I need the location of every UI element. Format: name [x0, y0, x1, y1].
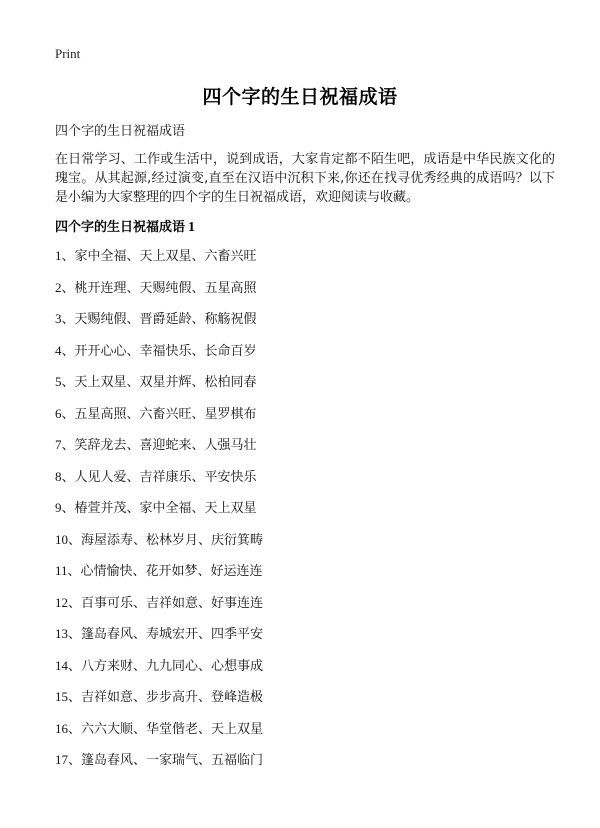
list-item-text: 海屋添寿、松林岁月、庆衍箕畴 — [81, 532, 264, 548]
list-item-text: 百事可乐、吉祥如意、好事连连 — [81, 595, 264, 611]
list-item-text: 篷岛春风、一家瑞气、五福临门 — [81, 753, 264, 768]
list-item-number: 2、 — [55, 279, 75, 295]
list-item — [55, 435, 263, 467]
list-item — [55, 593, 263, 625]
list-item-text: 笑辞龙去、喜迎蛇来、人强马壮 — [74, 438, 257, 453]
list-item — [55, 719, 263, 751]
list-item-number: 17、 — [55, 752, 82, 767]
list-item — [55, 309, 263, 341]
list-item — [55, 656, 263, 688]
list-item — [55, 498, 263, 530]
list-item-number: 4、 — [55, 342, 75, 358]
list-item — [55, 246, 263, 278]
list-item-text: 家中全福、天上双星、六畜兴旺 — [74, 249, 257, 264]
list-item — [55, 467, 263, 499]
idiom-list — [55, 246, 263, 782]
list-item — [55, 561, 263, 593]
list-item-number: 7、 — [55, 437, 75, 452]
section-heading-number: 1 — [188, 220, 196, 235]
list-item — [55, 404, 263, 436]
list-item-text: 椿萱并茂、家中全福、天上双星 — [74, 501, 257, 516]
list-item-number: 8、 — [55, 468, 75, 484]
list-item-text: 篷岛春风、寿城宏开、四季平安 — [81, 627, 264, 642]
list-item — [55, 278, 263, 310]
list-item-number: 6、 — [55, 405, 75, 421]
list-item — [55, 750, 263, 782]
list-item-text: 人见人爱、吉祥康乐、平安快乐 — [74, 469, 257, 485]
list-item — [55, 687, 263, 719]
section-heading — [55, 216, 195, 236]
list-item — [55, 341, 263, 373]
list-item-number: 12、 — [55, 594, 82, 610]
list-item-number: 11、 — [55, 563, 81, 578]
list-item-number: 9、 — [55, 500, 75, 515]
list-item-text: 吉祥如意、步步高升、登峰造极 — [81, 690, 264, 705]
list-item-text: 六六大顺、华堂偕老、天上双星 — [81, 721, 264, 737]
list-item-text: 八方来财、九九同心、心想事成 — [81, 658, 264, 674]
section-heading-text: 四个字的生日祝福成语 — [55, 220, 186, 235]
list-item-number: 3、 — [55, 311, 75, 326]
list-item-number: 15、 — [55, 689, 82, 704]
list-item-number: 5、 — [55, 374, 75, 389]
list-item-text: 天赐纯假、晋爵延龄、称觞祝假 — [74, 312, 257, 327]
list-item-number: 14、 — [55, 657, 82, 673]
article-subtitle: 四个字的生日祝福成语 — [55, 124, 186, 139]
list-item — [55, 530, 263, 562]
list-item-text: 五星高照、六畜兴旺、星罗棋布 — [74, 406, 257, 422]
list-item-number: 10、 — [55, 531, 82, 547]
list-item — [55, 372, 263, 404]
list-item-number: 13、 — [55, 626, 82, 641]
list-item-text: 天上双星、双星并辉、松柏同春 — [74, 375, 257, 390]
list-item-text: 桃开连理、天赐纯假、五星高照 — [74, 280, 257, 296]
list-item-number: 1、 — [55, 248, 75, 263]
page-title: 四个字的生日祝福成语 — [202, 86, 398, 108]
print-link[interactable]: Print — [55, 46, 81, 61]
list-item-text: 心情愉快、花开如梦、好运连连 — [80, 564, 263, 579]
list-item-number: 16、 — [55, 720, 82, 736]
intro-paragraph: 在日常学习、工作或生活中，说到成语，大家肯定都不陌生吧，成语是中华民族文化的瑰宝。从其起源,经过演变,直至在汉语中沉积下来,你还在找寻优秀经典的成语吗？以下是小编为大家整理的四个字的生日祝福成语，欢迎阅读与收藏。 — [55, 152, 555, 205]
list-item-text: 开开心心、幸福快乐、长命百岁 — [74, 343, 257, 359]
list-item — [55, 624, 263, 656]
